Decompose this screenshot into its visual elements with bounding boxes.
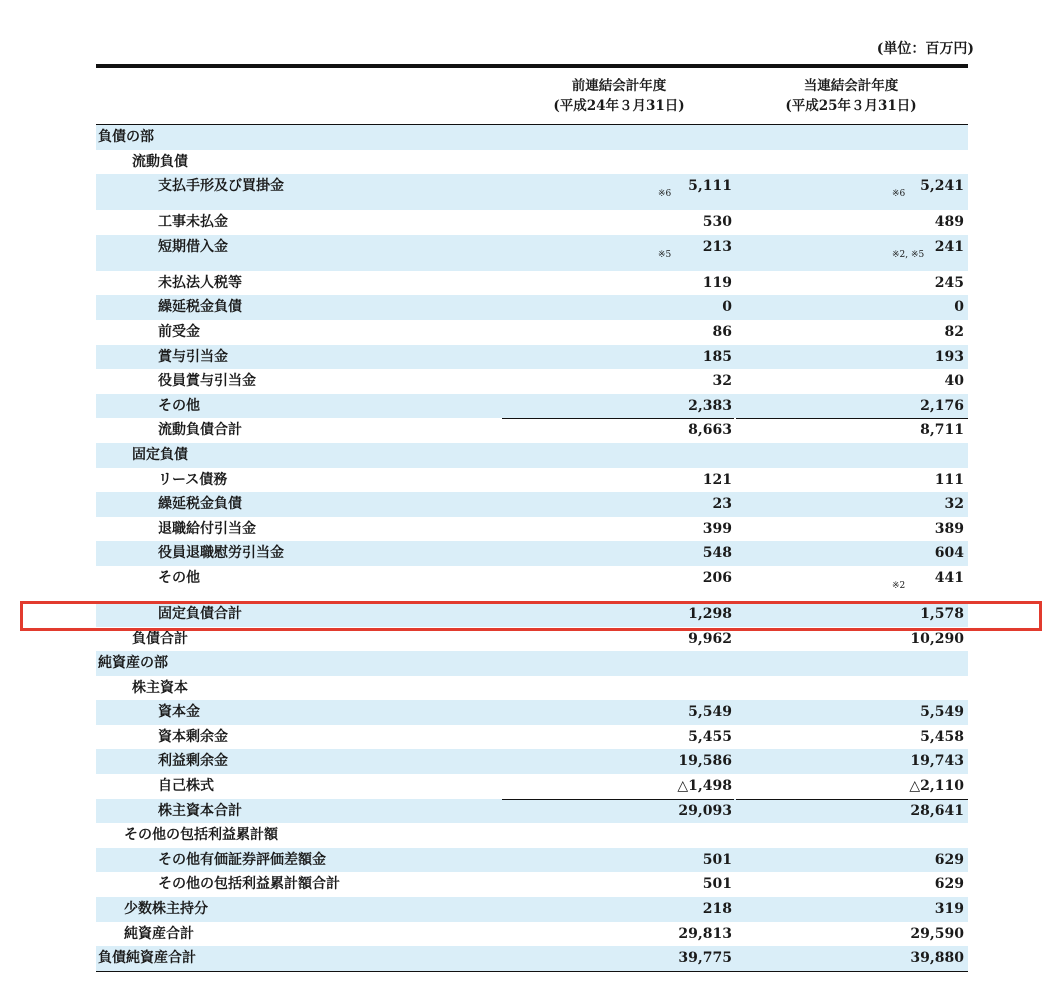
- table-row: [96, 848, 968, 873]
- row-label: 少数株主持分: [124, 901, 208, 918]
- row-label: 資本金: [158, 704, 200, 721]
- row-label: 繰延税金負債: [158, 299, 242, 316]
- table-row: [96, 700, 968, 725]
- row-label: その他: [158, 397, 200, 414]
- current-year-note-mark: ※2, ※5: [892, 249, 925, 260]
- current-year-value: 489: [934, 214, 964, 231]
- current-year-note-mark: ※6: [892, 189, 906, 200]
- prior-year-value: 185: [702, 348, 732, 365]
- table-row: [96, 922, 968, 947]
- table-header: [96, 68, 968, 124]
- prior-year-value: 39,775: [678, 950, 732, 967]
- table-row: [96, 823, 968, 848]
- table-row: [96, 369, 968, 394]
- unit-label: (単位：百万円): [876, 41, 974, 57]
- current-year-value: 193: [934, 348, 964, 365]
- prior-year-value: 32: [712, 373, 732, 390]
- current-year-note-mark: ※2: [892, 580, 906, 591]
- table-row: [96, 125, 968, 150]
- row-label: 純資産の部: [98, 655, 168, 672]
- table-row: [96, 345, 968, 370]
- row-label: 短期借入金: [158, 238, 228, 255]
- current-year-value: 389: [934, 520, 964, 537]
- row-label: 工事未払金: [158, 214, 228, 231]
- prior-year-value: 86: [712, 323, 732, 340]
- row-label: 流動負債合計: [158, 422, 242, 439]
- row-label: リース債務: [158, 471, 228, 488]
- current-year-value: 629: [934, 851, 964, 868]
- prior-year-value: 0: [722, 299, 732, 316]
- row-label: 自己株式: [158, 778, 214, 795]
- table-row: [96, 897, 968, 922]
- current-year-value: 245: [934, 274, 964, 291]
- table-row: [96, 443, 968, 468]
- row-label: 未払法人税等: [158, 274, 242, 291]
- column-header-prior-year-title: 前連結会計年度: [571, 78, 667, 94]
- current-year-value: 319: [934, 901, 964, 918]
- row-label: 支払手形及び買掛金: [158, 178, 284, 195]
- row-label: 賞与引当金: [158, 348, 228, 365]
- table-row: [96, 394, 968, 419]
- table-body: [96, 125, 968, 971]
- row-label: 負債合計: [132, 630, 188, 647]
- current-year-value: 441: [934, 569, 964, 586]
- row-label: 流動負債: [132, 153, 188, 170]
- prior-year-value: △1,498: [677, 778, 732, 795]
- row-label: 固定負債: [132, 446, 188, 463]
- table-row: [96, 517, 968, 542]
- column-header-prior-year-date: (平成24年３月31日): [553, 98, 685, 114]
- row-label: 退職給付引当金: [158, 520, 256, 537]
- row-label: 役員退職慰労引当金: [158, 545, 284, 562]
- current-year-value: 1,578: [920, 605, 964, 622]
- table-row: [96, 418, 968, 443]
- row-label: 株主資本: [132, 679, 188, 696]
- table-row: [96, 210, 968, 235]
- prior-year-value: 501: [702, 851, 732, 868]
- prior-year-value: 1,298: [688, 605, 732, 622]
- prior-year-value: 8,663: [688, 422, 732, 439]
- current-year-value: 5,241: [920, 178, 964, 195]
- balance-sheet-table: [96, 64, 968, 972]
- current-year-value: 604: [934, 545, 964, 562]
- current-year-value: 40: [944, 373, 964, 390]
- prior-year-value: 5,455: [688, 728, 732, 745]
- column-header-current-year-title: 当連結会計年度: [803, 78, 899, 94]
- current-year-value: 28,641: [910, 802, 964, 819]
- table-row: [96, 651, 968, 676]
- prior-year-value: 501: [702, 876, 732, 893]
- table-row: [96, 174, 968, 210]
- table-row: [96, 725, 968, 750]
- prior-year-note-mark: ※5: [658, 249, 672, 260]
- row-label: 純資産合計: [124, 925, 194, 942]
- row-label: 株主資本合計: [158, 802, 242, 819]
- prior-year-value: 530: [702, 214, 732, 231]
- current-year-value: 241: [934, 238, 964, 255]
- current-year-value: 29,590: [910, 925, 964, 942]
- table-row: [96, 150, 968, 175]
- current-year-value: 2,176: [920, 397, 964, 414]
- table-row: [96, 566, 968, 602]
- prior-year-value: 213: [702, 238, 732, 255]
- column-header-prior-year: [502, 76, 736, 116]
- table-row: [96, 295, 968, 320]
- table-row: [96, 676, 968, 701]
- prior-year-value: 5,111: [688, 178, 732, 195]
- prior-year-value: 206: [702, 569, 732, 586]
- prior-year-value: 2,383: [688, 397, 732, 414]
- current-year-value: △2,110: [909, 778, 964, 795]
- current-year-value: 0: [954, 299, 964, 316]
- table-row: [96, 627, 968, 652]
- table-row: [96, 271, 968, 296]
- table-row: [96, 749, 968, 774]
- prior-year-value: 399: [702, 520, 732, 537]
- row-label: 役員賞与引当金: [158, 373, 256, 390]
- row-label: 利益剰余金: [158, 753, 228, 770]
- table-row: [96, 799, 968, 824]
- row-label: 資本剰余金: [158, 728, 228, 745]
- row-label: その他の包括利益累計額: [124, 827, 278, 844]
- row-label: 繰延税金負債: [158, 496, 242, 513]
- current-year-value: 39,880: [910, 950, 964, 967]
- current-year-value: 111: [934, 471, 964, 488]
- table-row: [96, 468, 968, 493]
- column-header-current-year-date: (平成25年３月31日): [785, 98, 917, 114]
- prior-year-value: 218: [702, 901, 732, 918]
- table-row: [96, 492, 968, 517]
- current-year-value: 5,458: [920, 728, 964, 745]
- table-row: [96, 872, 968, 897]
- current-year-value: 10,290: [910, 630, 964, 647]
- prior-year-value: 5,549: [688, 704, 732, 721]
- prior-year-value: 121: [702, 471, 732, 488]
- current-year-value: 82: [944, 323, 964, 340]
- table-row: [96, 541, 968, 566]
- row-label: その他の包括利益累計額合計: [158, 876, 340, 893]
- current-year-value: 19,743: [910, 753, 964, 770]
- prior-year-value: 548: [702, 545, 732, 562]
- column-header-current-year: [734, 76, 968, 116]
- current-year-value: 32: [944, 496, 964, 513]
- table-row: [96, 320, 968, 345]
- prior-year-value: 29,813: [678, 925, 732, 942]
- prior-year-value: 9,962: [688, 630, 732, 647]
- row-label: 負債の部: [98, 129, 154, 145]
- table-row: [96, 235, 968, 271]
- row-label: その他: [158, 569, 200, 586]
- row-label: 前受金: [158, 323, 200, 340]
- prior-year-value: 23: [712, 496, 732, 513]
- prior-year-value: 119: [702, 274, 732, 291]
- row-label: その他有価証券評価差額金: [158, 851, 326, 868]
- current-year-value: 629: [934, 876, 964, 893]
- prior-year-note-mark: ※6: [658, 189, 672, 200]
- prior-year-value: 29,093: [678, 802, 732, 819]
- table-row: [96, 946, 968, 971]
- prior-year-value: 19,586: [678, 753, 732, 770]
- table-row: [96, 602, 968, 627]
- current-year-value: 5,549: [920, 704, 964, 721]
- row-label: 負債純資産合計: [98, 950, 196, 967]
- row-label: 固定負債合計: [158, 605, 242, 622]
- current-year-value: 8,711: [920, 422, 964, 439]
- table-row: [96, 774, 968, 799]
